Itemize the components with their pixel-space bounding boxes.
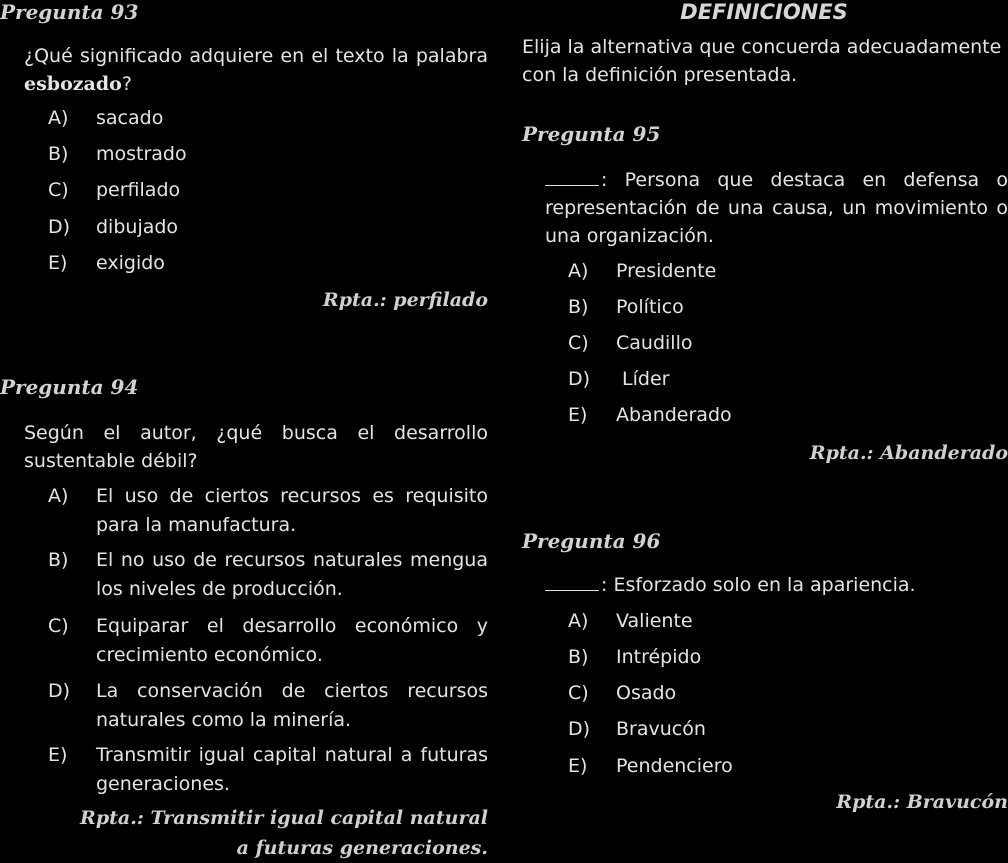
answer-95: Rpta.: Abanderado [809,442,1008,464]
section-instructions: Elija la alternativa que concuerda adecuadamente con la definición presentada. [522,36,1002,86]
question-96-stem [545,571,1008,599]
option-text: sacado [96,107,164,129]
option-text: Valiente [616,610,693,632]
option-text: Político [616,296,684,318]
option-letter: C) [48,615,69,637]
option-93-a[interactable] [48,100,163,136]
answer-94-line-1: Rpta.: Transmitir igual capital natural [80,807,488,829]
option-96-a[interactable] [568,603,693,639]
question-96-title: Pregunta 96 [522,529,661,553]
option-text: El uso de ciertos recursos es requisito para la manufactura. [96,485,488,536]
option-96-e[interactable] [568,748,733,784]
option-letter: E) [568,404,588,426]
question-93-stem [24,42,488,98]
option-text: mostrado [96,143,187,165]
option-text: dibujado [96,216,179,238]
option-text: Bravucón [616,718,706,740]
option-text: Osado [616,682,677,704]
question-95-title: Pregunta 95 [522,122,661,146]
option-letter: C) [568,332,589,354]
option-text: La conservación de ciertos recursos naturales como la minería. [96,680,488,731]
option-letter: E) [48,744,68,766]
option-text: Caudillo [616,332,693,354]
stem-prefix: ¿Qué significado adquiere en el texto la palabra [24,45,488,67]
option-text: perfilado [96,179,181,201]
question-94-title: Pregunta 94 [0,375,139,399]
option-94-c[interactable] [48,612,488,670]
stem-suffix: ? [121,73,132,95]
option-text: exigido [96,252,165,274]
option-text: Abanderado [616,404,732,426]
option-text: Intrépido [616,646,702,668]
stem-keyword: esbozado [24,73,122,95]
stem-text: : Esforzado solo en la apariencia. [601,574,916,596]
option-letter: A) [48,107,69,129]
option-96-c[interactable] [568,675,676,711]
option-text: El no uso de recursos naturales mengua los niveles de producción. [96,549,488,600]
answer-96: Rpta.: Bravucón [836,791,1008,813]
option-letter: C) [48,179,69,201]
answer-blank [545,169,599,186]
option-93-e[interactable] [48,245,165,281]
option-93-c[interactable] [48,172,180,208]
option-94-a[interactable] [48,482,488,540]
option-letter: B) [48,549,69,571]
option-95-c[interactable] [568,325,692,361]
option-letter: D) [568,368,591,390]
option-95-b[interactable] [568,289,684,325]
question-93-title: Pregunta 93 [0,0,139,24]
option-text: Presidente [616,260,717,282]
option-letter: A) [568,260,589,282]
option-94-b[interactable] [48,546,488,604]
option-93-d[interactable] [48,209,178,245]
option-letter: C) [568,682,589,704]
answer-93: Rpta.: perfilado [322,289,488,311]
option-letter: B) [48,143,69,165]
option-letter: A) [568,610,589,632]
stem-text: : Persona que destaca en defensa o representación de una causa, un movimiento o una organización. [545,169,1008,247]
option-95-a[interactable] [568,253,716,289]
question-94-stem: Según el autor, ¿qué busca el desarrollo sustentable débil? [24,422,488,472]
option-letter: A) [48,485,69,507]
question-95-stem [545,166,1008,250]
answer-blank [545,574,599,591]
option-96-b[interactable] [568,639,701,675]
option-letter: B) [568,296,589,318]
option-text: Transmitir igual capital natural a futuras generaciones. [96,744,488,795]
right-column [520,0,1008,859]
option-letter: D) [48,680,71,702]
answer-94 [80,803,488,863]
option-text: Equiparar el desarrollo económico y crecimiento económico. [96,615,488,666]
option-text: Pendenciero [616,755,733,777]
option-93-b[interactable] [48,136,187,172]
section-title: DEFINICIONES [680,0,848,24]
option-96-d[interactable] [568,711,706,747]
left-column [0,0,490,859]
option-94-d[interactable] [48,677,488,735]
option-95-d[interactable] [568,361,669,397]
option-94-e[interactable] [48,741,488,799]
option-letter: E) [48,252,68,274]
option-letter: D) [48,216,71,238]
option-95-e[interactable] [568,397,732,433]
option-letter: B) [568,646,589,668]
answer-94-line-2: a futuras generaciones. [236,837,488,859]
option-letter: D) [568,718,591,740]
option-text: Líder [616,368,670,390]
option-letter: E) [568,755,588,777]
